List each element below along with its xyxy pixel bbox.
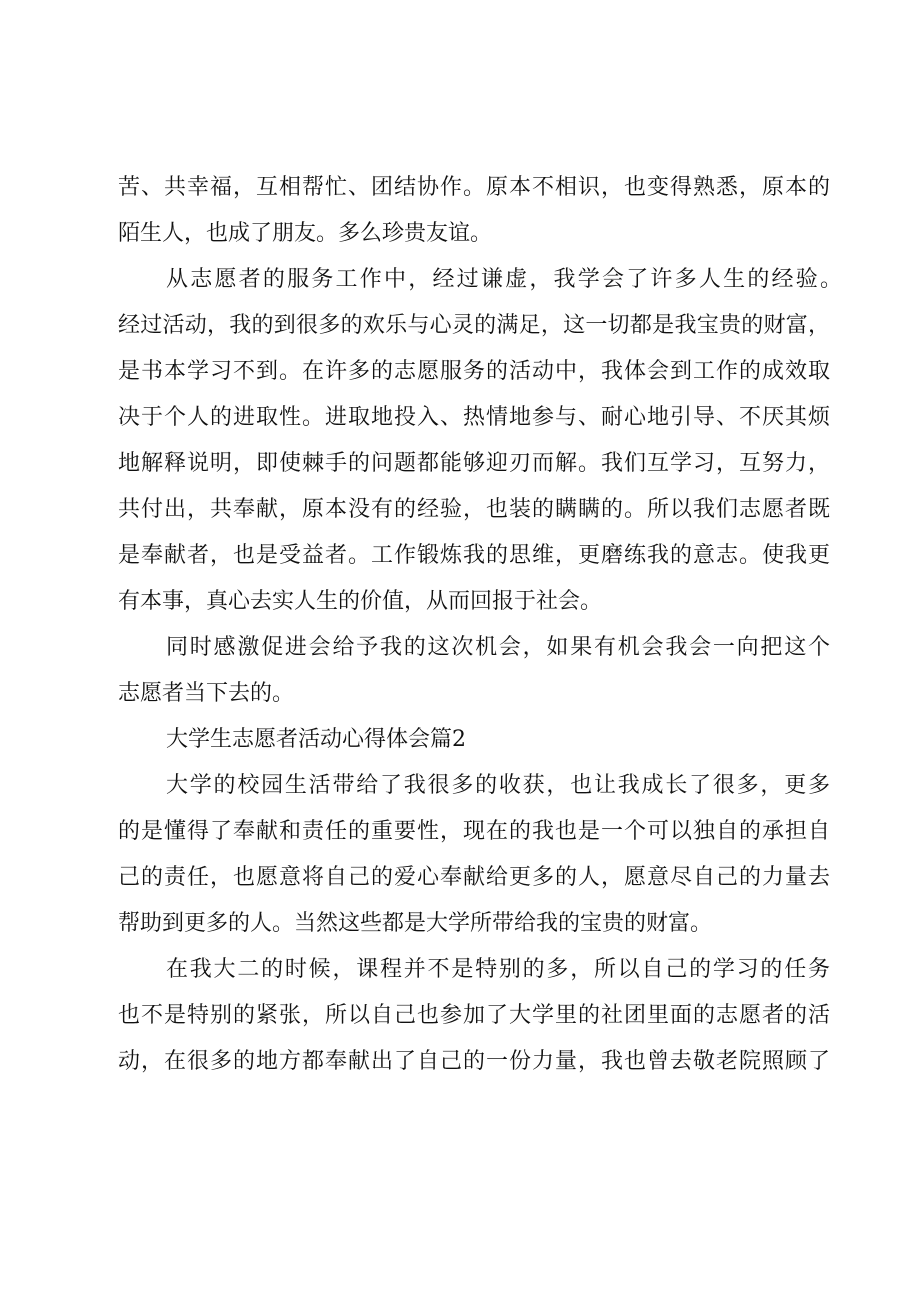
text-line: 苦、共幸福，互相帮忙、团结协作。原本不相识，也变得熟悉，原本的 xyxy=(118,175,830,200)
text-line: 有本事，真心去实人生的价值，从而回报于社会。 xyxy=(118,589,603,614)
text-line: 己的责任，也愿意将自己的爱心奉献给更多的人，愿意尽自己的力量去 xyxy=(118,865,830,890)
section-heading: 大学生志愿者活动心得体会篇2 xyxy=(166,727,466,752)
text-line: 决于个人的进取性。进取地投入、热情地参与、耐心地引导、不厌其烦 xyxy=(118,405,830,430)
text-line: 帮助到更多的人。当然这些都是大学所带给我的宝贵的财富。 xyxy=(118,911,713,936)
text-line: 的是懂得了奉献和责任的重要性，现在的我也是一个可以独自的承担自 xyxy=(118,819,830,844)
text-line: 志愿者当下去的。 xyxy=(118,681,295,706)
text-line: 共付出，共奉献，原本没有的经验，也装的瞒瞒的。所以我们志愿者既 xyxy=(118,497,830,522)
text-line: 陌生人，也成了朋友。多么珍贵友谊。 xyxy=(118,221,493,246)
text-line: 是书本学习不到。在许多的志愿服务的活动中，我体会到工作的成效取 xyxy=(118,359,830,384)
text-line: 动，在很多的地方都奉献出了自己的一份力量，我也曾去敬老院照顾了 xyxy=(118,1049,830,1074)
paragraph-first-line: 同时感激促进会给予我的这次机会，如果有机会我会一向把这个 xyxy=(166,635,830,660)
text-line: 是奉献者，也是受益者。工作锻炼我的思维，更磨练我的意志。使我更 xyxy=(118,543,830,568)
paragraph-first-line: 从志愿者的服务工作中，经过谦虚，我学会了许多人生的经验。 xyxy=(166,267,842,292)
paragraph-first-line: 大学的校园生活带给了我很多的收获，也让我成长了很多，更多 xyxy=(166,773,830,798)
text-line: 经过活动，我的到很多的欢乐与心灵的满足，这一切都是我宝贵的财富， xyxy=(118,313,830,338)
paragraph-first-line: 在我大二的时候，课程并不是特别的多，所以自己的学习的任务 xyxy=(166,957,830,982)
text-line: 地解释说明，即使棘手的问题都能够迎刃而解。我们互学习，互努力， xyxy=(118,451,830,476)
text-line: 也不是特别的紧张，所以自己也参加了大学里的社团里面的志愿者的活 xyxy=(118,1003,830,1028)
